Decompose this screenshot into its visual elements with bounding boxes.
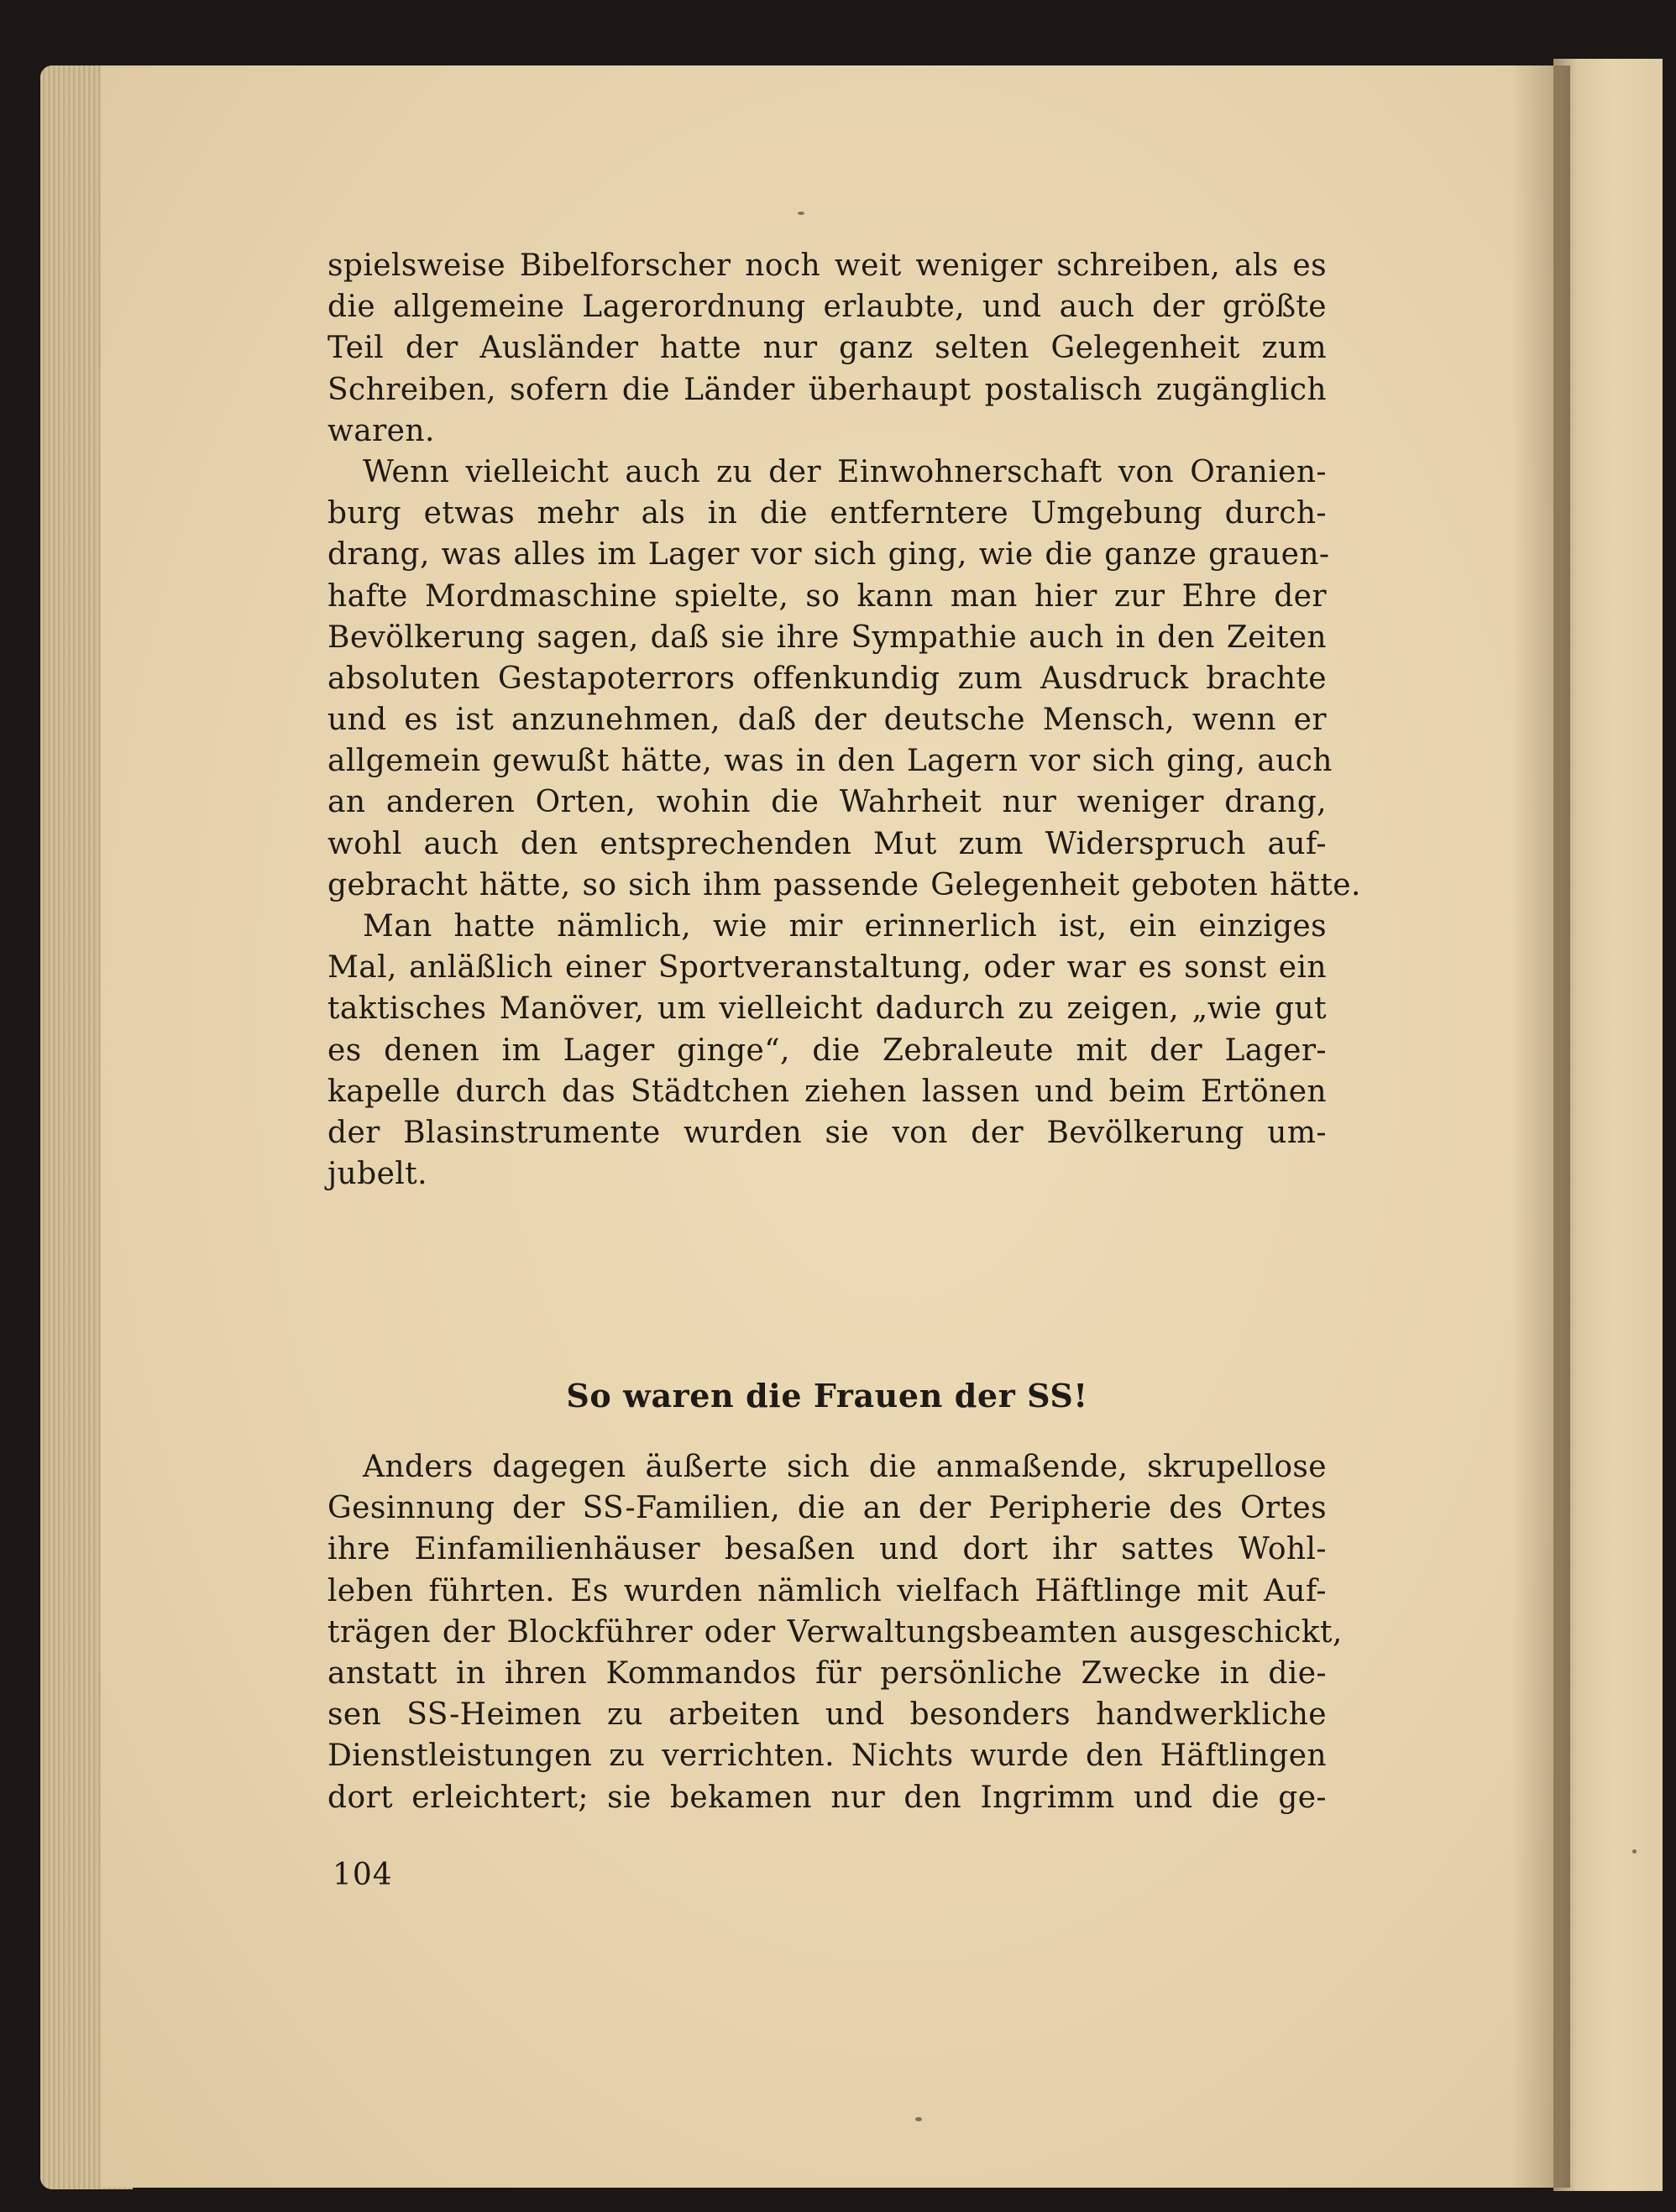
text-line: Schreiben, sofern die Länder überhaupt postalisch zugänglich — [327, 372, 1327, 407]
paper-speck — [1632, 1849, 1637, 1854]
text-line: ihre Einfamilienhäuser besaßen und dort ihr sattes Wohl- — [327, 1532, 1327, 1567]
text-line: Teil der Ausländer hatte nur ganz selten Gelegenheit zum — [327, 331, 1327, 366]
text-line: die allgemeine Lagerordnung erlaubte, und auch der größte — [327, 290, 1327, 325]
text-line: spielsweise Bibelforscher noch weit weniger schreiben, als es — [327, 248, 1327, 283]
paper-speck — [798, 212, 804, 215]
text-line: burg etwas mehr als in die entferntere Umgebung durch- — [327, 496, 1327, 531]
gutter-shadow — [1511, 65, 1570, 2188]
text-line: Man hatte nämlich, wie mir erinnerlich ist, ein einziges — [363, 909, 1327, 944]
text-line: leben führten. Es wurden nämlich vielfach Häftlinge mit Auf- — [327, 1573, 1327, 1608]
text-line: Anders dagegen äußerte sich die anmaßende, skrupellose — [363, 1450, 1327, 1484]
body-text-block-two — [327, 1446, 1343, 1818]
text-line: gebracht hätte, so sich ihm passende Gelegenheit geboten hätte. — [327, 867, 1361, 902]
text-line: an anderen Orten, wohin die Wahrheit nur weniger drang, — [327, 785, 1327, 820]
text-line: hafte Mordmaschine spielte, so kann man hier zur Ehre der — [327, 578, 1327, 614]
text-line: allgemein gewußt hätte, was in den Lagern vor sich ging, auch — [327, 744, 1333, 779]
text-line: waren. — [327, 413, 435, 448]
section-heading: So waren die Frauen der SS! — [566, 1377, 1088, 1415]
text-line: Mal, anläßlich einer Sportveranstaltung, oder war es sonst ein — [327, 950, 1327, 986]
text-line: und es ist anzunehmen, daß der deutsche Mensch, wenn er — [327, 703, 1327, 738]
page-number: 104 — [333, 1858, 393, 1892]
text-line: Gesinnung der SS-Familien, die an der Peripherie des Ortes — [327, 1491, 1327, 1526]
text-line: Bevölkerung sagen, daß sie ihre Sympathie auch in den Zeiten — [327, 620, 1327, 655]
body-text-block-one — [327, 245, 1361, 1195]
paper-speck — [915, 2117, 922, 2121]
text-line: absoluten Gestapoterrors offenkundig zum Ausdruck brachte — [327, 661, 1327, 696]
text-line: sen SS-Heimen zu arbeiten und besonders handwerkliche — [327, 1697, 1327, 1733]
text-line: Dienstleistungen zu verrichten. Nichts wurde den Häftlingen — [327, 1739, 1327, 1774]
text-line: kapelle durch das Städtchen ziehen lassen und beim Ertönen — [327, 1074, 1327, 1109]
text-line: taktisches Manöver, um vielleicht dadurch zu zeigen, „wie gut — [327, 991, 1327, 1027]
text-line: Wenn vielleicht auch zu der Einwohnerschaft von Oranien- — [363, 454, 1327, 489]
text-line: jubelt. — [327, 1157, 427, 1192]
text-line: anstatt in ihren Kommandos für persönliche Zwecke in die- — [327, 1655, 1327, 1691]
text-line: drang, was alles im Lager vor sich ging, wie die ganze grauen- — [327, 537, 1330, 573]
text-line: wohl auch den entsprechenden Mut zum Widerspruch auf- — [327, 826, 1327, 861]
text-line: trägen der Blockführer oder Verwaltungsbeamten ausgeschickt, — [327, 1614, 1343, 1650]
text-line: dort erleichtert; sie bekamen nur den Ingrimm und die ge- — [327, 1780, 1327, 1815]
text-line: es denen im Lager ginge“, die Zebraleute mit der Lager- — [327, 1033, 1327, 1068]
text-line: der Blasinstrumente wurden sie von der Bevölkerung um- — [327, 1115, 1327, 1150]
